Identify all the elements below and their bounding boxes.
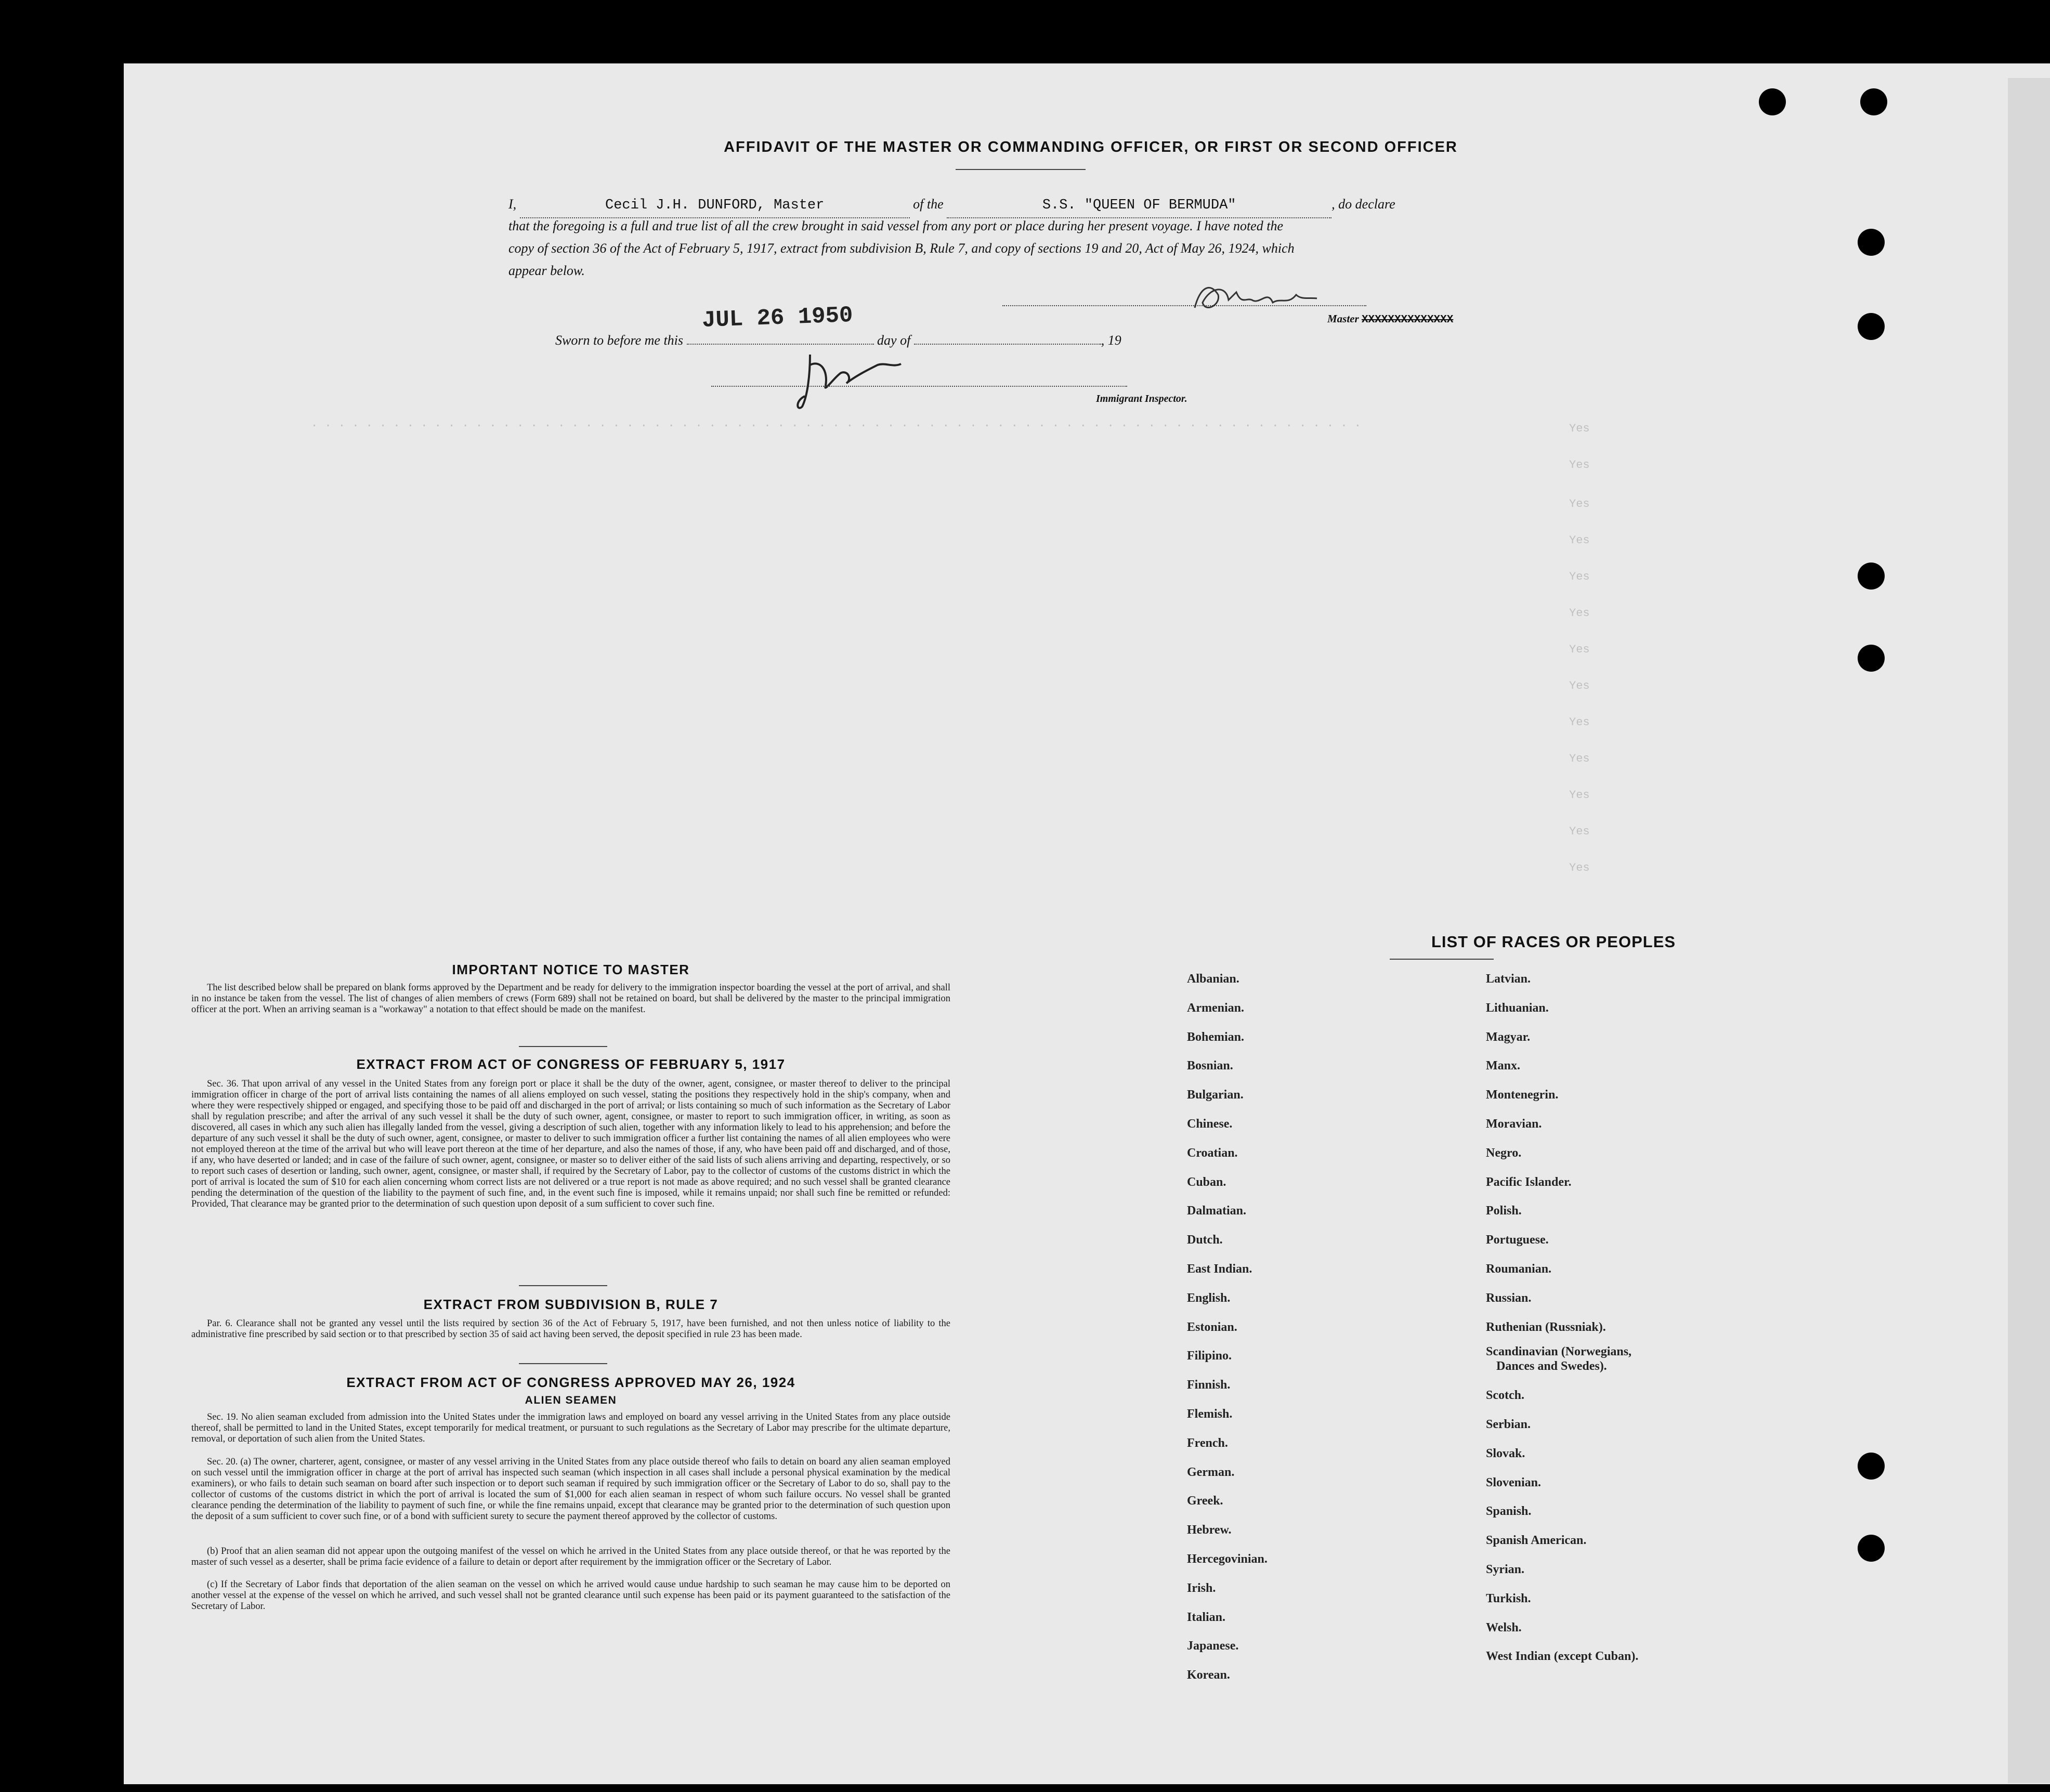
race-item: Greek. (1187, 1494, 1223, 1508)
race-item: Scotch. (1486, 1389, 1524, 1403)
race-item: Roumanian. (1486, 1262, 1552, 1276)
race-item: Polish. (1486, 1204, 1522, 1218)
race-item: Magyar. (1486, 1030, 1531, 1044)
race-item: Syrian. (1486, 1563, 1525, 1576)
race-item: Manx. (1486, 1059, 1520, 1073)
race-item: Russian. (1486, 1291, 1532, 1305)
extract-1917-text: Sec. 36. That upon arrival of any vessel in the United States from any foreign port or place it shall be the duty of the owner, agent, consignee, or master thereof to deliver to the principal immigration officer in charge of the port of arrival lists containing the names of all aliens employed on such vessel, stating the positions they respectively hold in the ship's company, when and where they were respectively shipped or engaged, and specifying those to be paid off and discharged in the port of arrival; or lists containing so much of such information as the Secretary of Labor shall by regulation prescribe; and after the arrival of any such vessel it shall be the duty of such owner, agent, consignee, or master to report to such immigration officer, in writing, as soon as discovered, all cases in which any such alien has illegally landed from the vessel, giving a description of such alien, together with any information likely to lead to his apprehension; and before the departure of any such vessel it shall be the duty of such owner, agent, consignee, or master to deliver to such immigration officer a further list containing the names of all alien employees who were not employed thereon at the time of the arrival but who will leave port thereon at the time of her departure, and also the names of those, if any, who have been paid off and discharged, and of those, if any, who have deserted or landed; and in case of the failure of such owner, agent, consignee, or master so to deliver either of the said lists of such aliens arriving and departing, respectively, or so to report such cases of desertion or landing, such owner, agent, consignee, or master shall, if required by the Secretary of Labor, pay to the collector of customs of the customs district in which the port of arrival is located the sum of $10 for each alien concerning whom correct lists are not delivered or a true report is not made as above required; and no such vessel shall be granted clearance pending the determination of the question of the liability to the payment of such fine, and, in the event such fine is imposed, while it remains unpaid; nor shall such fine be remitted or refunded: Provided, That clearance may be granted prior to the determination of such question upon deposit of a sum sufficient to cover such fine. (191, 1079, 950, 1209)
rule-7-title: EXTRACT FROM SUBDIVISION B, RULE 7 (423, 1297, 719, 1312)
sec-20b-text: (b) Proof that an alien seaman did not appear upon the outgoing manifest of the vessel on which he arrived in the United States from any place outside thereof, or that he was reported by the master of such vessel as a deserter, shall be prima facie evidence of a failure to detain or deport after requirement by the immigration officer or the Secretary of Labor. (191, 1546, 950, 1567)
race-item: Irish. (1187, 1581, 1216, 1595)
extract-1917-rule (519, 1285, 607, 1286)
sec-20a-text: Sec. 20. (a) The owner, charterer, agent, consignee, or master of any vessel arriving in the United States from any place outside thereof who fails to detain on board any alien seaman employed on such vessel until the immigration officer in charge at the port of arrival has inspected such seaman (which inspection in all cases shall include a personal physical examination by the medical examiners), or who fails to detain such seaman on board after such inspection or to deport such seaman if required by such immigration officer or the Secretary of Labor to do so, shall pay to the collector of customs of the customs district in which the port of arrival is located the sum of $1,000 for each alien seaman in respect of whom such failure occurs. No vessel shall be granted clearance pending the determination of the liability to payment of such fine, or while the fine remains unpaid, except that clearance may be granted prior to the determination of such question upon the deposit of a sum sufficient to cover such fine, or of a bond with sufficient surety to secure the payment thereof approved by the collector of customs. (191, 1457, 950, 1522)
do-declare-label: , do declare (1331, 197, 1395, 212)
title-rule (956, 169, 1086, 170)
race-item: Albanian. (1187, 972, 1239, 986)
race-item: Pacific Islander. (1486, 1175, 1572, 1189)
binder-hole (1860, 88, 1887, 115)
race-item: English. (1187, 1291, 1231, 1305)
notice-text: The list described below shall be prepared on blank forms approved by the Department and be ready for delivery to the immigration inspector boarding the vessel at the port of arrival, and shall in no instance be taken from the vessel. The list of changes of alien members of crews (Form 689) shall not be retained on board, but shall be delivered by the master to the principal immigration officer at the port. When an arriving seaman is a "workaway" a notation to that effect should be made on the manifest. (191, 983, 950, 1015)
race-item: East Indian. (1187, 1262, 1252, 1276)
master-title (1327, 307, 1453, 332)
alien-seamen-subtitle: ALIEN SEAMEN (525, 1394, 617, 1406)
race-item: Bulgarian. (1187, 1088, 1244, 1102)
race-item: Spanish. (1486, 1505, 1532, 1519)
sec-20c-text: (c) If the Secretary of Labor finds that deportation of the alien seaman on the vessel on which he arrived would cause undue hardship to such seaman he may cause him to be deported on another vessel at the expense of the vessel on which he arrived, and such vessel shall not be granted clearance until such expense has been paid or its payment guaranteed to the satisfaction of the Secretary of Labor. (191, 1579, 950, 1612)
race-item: Spanish American. (1486, 1534, 1587, 1548)
inspector-label: Immigrant Inspector. (1096, 393, 1187, 404)
race-item: Negro. (1486, 1146, 1522, 1160)
affidavit-line-2: that the foregoing is a full and true list of all the crew brought in said vessel from any port or place during her present voyage. I have noted the (508, 218, 1283, 233)
rule-7-text: Par. 6. Clearance shall not be granted any vessel until the lists required by section 36 of the Act of February 5, 1917, have been furnished, and not then unless notice of liability to the administrative fine prescribed by said section or to that prescribed by section 35 of said act having been served, the deposit specified in rule 23 has been made. (191, 1318, 950, 1340)
adjacent-page-edge (2008, 78, 2050, 1783)
race-item: French. (1187, 1436, 1228, 1450)
race-item: Japanese. (1187, 1639, 1239, 1653)
race-item: Dances and Swedes). (1496, 1359, 1607, 1374)
race-item: Turkish. (1486, 1591, 1531, 1605)
sec-19-text: Sec. 19. No alien seaman excluded from admission into the United States under the immigration laws and employed on board any vessel arriving in the United States from any place outside thereof, shall be permitted to land in the United States, except temporarily for medical treatment, or pursuant to such regulations as the Secretary of Labor may prescribe for the ultimate departure, removal, or deportation of such alien from the United States. (191, 1412, 950, 1444)
race-item: Dalmatian. (1187, 1204, 1246, 1218)
race-item: Armenian. (1187, 1001, 1244, 1015)
race-item: Dutch. (1187, 1233, 1223, 1247)
affidavit-line-4: appear below. (508, 263, 585, 278)
inspector-signature (789, 344, 904, 417)
race-item: Bohemian. (1187, 1030, 1245, 1044)
races-rule (1390, 959, 1494, 960)
race-item: Slovenian. (1486, 1475, 1542, 1489)
date-stamp: JUL 26 1950 (701, 302, 854, 334)
race-item: Estonian. (1187, 1320, 1237, 1334)
notice-rule (519, 1046, 607, 1047)
race-item: Flemish. (1187, 1407, 1233, 1421)
race-item: Slovak. (1486, 1446, 1525, 1460)
race-item: Ruthenian (Russniak). (1486, 1320, 1606, 1334)
race-item: Filipino. (1187, 1349, 1232, 1363)
master-name: Cecil J.H. DUNFORD, Master (605, 198, 825, 213)
races-title: LIST OF RACES OR PEOPLES (1431, 933, 1676, 951)
master-signature (1190, 277, 1320, 323)
binder-hole (1759, 88, 1786, 115)
race-item: Montenegrin. (1486, 1088, 1559, 1102)
affidavit-title: AFFIDAVIT OF THE MASTER OR COMMANDING OFFICER, OR FIRST OR SECOND OFFICER (724, 139, 1458, 155)
day-of-label: day of (877, 333, 911, 348)
race-item: Italian. (1187, 1610, 1226, 1624)
race-item: Moravian. (1486, 1117, 1542, 1131)
race-item: West Indian (except Cuban). (1486, 1650, 1639, 1664)
race-item: Hebrew. (1187, 1523, 1232, 1537)
sworn-label: Sworn to before me this (555, 333, 684, 348)
rule-7-rule (519, 1363, 607, 1364)
of-the-label: of the (913, 197, 944, 212)
race-item: Latvian. (1486, 972, 1531, 986)
binder-hole (1858, 645, 1885, 672)
vessel-name: S.S. "QUEEN OF BERMUDA" (1042, 198, 1236, 213)
i-label: I, (508, 197, 517, 212)
struck-title: XXXXXXXXXXXXXX (1361, 314, 1454, 326)
race-item: Serbian. (1486, 1418, 1531, 1431)
sworn-line (555, 329, 1283, 352)
binder-hole (1858, 313, 1885, 340)
notice-title: IMPORTANT NOTICE TO MASTER (452, 962, 690, 977)
race-item: Cuban. (1187, 1175, 1226, 1189)
race-item: Hercegovinian. (1187, 1552, 1268, 1566)
binder-hole (1858, 1453, 1885, 1480)
race-item: Croatian. (1187, 1146, 1238, 1160)
race-item: Welsh. (1486, 1620, 1522, 1634)
master-label: Master (1327, 312, 1359, 325)
year-label: , 19 (1101, 333, 1121, 348)
race-item: Finnish. (1187, 1378, 1231, 1392)
race-item: Chinese. (1187, 1117, 1233, 1131)
extract-1917-title: EXTRACT FROM ACT OF CONGRESS OF FEBRUARY 5, 1917 (356, 1056, 786, 1072)
form-page: . . . . . . . . . . . . . . . . . . . . . . . . . . . . . . . . . . . . . . . . . . . . . . . . . . . . . . . . . . . . . . . . . . . . . . . . . . . . . Yes Yes Yes Yes Yes Yes Yes Yes Yes Yes Yes Yes Yes AFFIDAVIT OF THE MASTER OR COMMANDING OFFICER, OR FIRST OR SECOND OFFICER I, Cecil J.H. DUNFORD, Master of the S.S. "QUEEN OF BERMUDA" , do declare that the foregoing is a full and true list of all the crew brought in said vessel from any port or place during her present voyage. I have noted the copy of section 36 of the Act of February 5, 1917, extract from subdivision B, Rule 7, and copy of sections 19 and 20, Act of May 26, 1924, which appear below. Master XXXXXXXXXXXXXX JUL 26 1950 Sworn to before me this day of , 19 Immigrant Inspector. IMPORTANT NOTICE TO MASTER The list described below shall be prepared on blank forms approved by the Department and be ready for delivery to the immigration inspector boarding the vessel at the port of arrival, and shall in no instance be taken from the vessel. The list of changes of alien members of crews (Form 689) shall not be retained on board, but shall be delivered by the master to the principal immigration officer at the port. When an arriving seaman is a "workaway" a notation to that effect should be made on the manifest. EXTRACT FROM ACT OF CONGRESS OF FEBRUARY 5, 1917 Sec. 36. That upon arrival of any vessel in the United States from any foreign port or place it shall be the duty of the owner, agent, consignee, or master thereof to deliver to the principal immigration officer in charge of the port of arrival lists containing the names of all aliens employed on such vessel, stating the positions they respectively hold in the ship's company, when and where they were respectively shipped or engaged, and specifying those to be paid off and discharged in the port of arrival; or lists containing so much of such information as the Secretary of Labor shall by regulation prescribe; and after the arrival of any such vessel it shall be the duty of such owner, agent, consignee, or master to report to such immigration officer, in writing, as soon as discovered, all cases in which any such alien has illegally landed from the vessel, giving a description of such alien, together with any information likely to lead to his apprehension; and before the departure of any such vessel it shall be the duty of such owner, agent, consignee, or master to deliver to such immigration officer a further list containing the names of all alien employees who were not employed thereon at the time of the arrival but who will leave port thereon at the time of her departure, and also the names of those, if any, who have been paid off and discharged, and of those, if any, who have deserted or landed; and in case of the failure of such owner, agent, consignee, or master so to deliver either of the said lists of such aliens arriving and departing, respectively, or so to report such cases of desertion or landing, such owner, agent, consignee, or master shall, if required by the Secretary of Labor, pay to the collector of customs of the customs district in which the port of arrival is located the sum of $10 for each alien concerning whom correct lists are not delivered or a true report is not made as above required; and no such vessel shall be granted clearance pending the determination of the question of the liability to the payment of such fine, and, in the event such fine is imposed, while it remains unpaid; nor shall such fine be remitted or refunded: Provided, That clearance may be granted prior to the determination of such question upon deposit of a sum sufficient to cover such fine. EXTRACT FROM SUBDIVISION B, RULE 7 Par. 6. Clearance shall not be granted any vessel until the lists required by section 36 of the Act of February 5, 1917, have been furnished, and not then unless notice of liability to the administrative fine prescribed by said section or to that prescribed by section 35 of said act having been served, the deposit specified in rule 23 has been made. EXTRACT FROM ACT OF CONGRESS APPROVED MAY 26, 1924 ALIEN SEAMEN Sec. 19. No alien seaman excluded from admission into the United States under the immigration laws and employed on board any vessel arriving in the United States from any place outside thereof, shall be permitted to land in the United States, except temporarily for medical treatment, or pursuant to such regulations as the Secretary of Labor may prescribe for the ultimate departure, removal, or deportation of such alien from the United States. Sec. 20. (a) The owner, charterer, agent, consignee, or master of any vessel arriving in the United States from any place outside thereof who fails to detain on board any alien seaman employed on such vessel until the immigration officer in charge at the port of arrival has inspected such seaman (which inspection in all cases shall include a personal physical examination by the medical examiners), or who fails to detain such seaman on board after such inspection or to deport such seaman if required by such immigration officer or the Secretary of Labor to do so, shall pay to the collector of customs of the customs district in which the port of arrival is located the sum of $1,000 for each alien seaman in respect of whom such failure occurs. No vessel shall be granted clearance pending the determination of the liability to payment of such fine, or while the fine remains unpaid, except that clearance may be granted prior to the determination of such question upon the deposit of a sum sufficient to cover such fine, or of a bond with sufficient surety to secure the payment thereof approved by the collector of customs. (b) Proof that an alien seaman did not appear upon the outgoing manifest of the vessel on which he arrived in the United States from any place outside thereof, or that he was reported by the master of such vessel as a deserter, shall be prima facie evidence of a failure to detain or deport after requirement by the immigration officer or the Secretary of Labor. (c) If the Secretary of Labor finds that deportation of the alien seaman on the vessel on which he arrived would cause undue hardship to such seaman he may cause him to be deported on another vessel at the expense of the vessel on which he arrived, and such vessel shall not be granted clearance until such expense has been paid or its payment guaranteed to the satisfaction of the Secretary of Labor. LIST OF RACES OR PEOPLES Albanian. Armenian. Bohemian. Bosnian. Bulgarian. Chinese. Croatian. Cuban. Dalmatian. Dutch. East Indian. English. Estonian. Filipino. Finnish. Flemish. French. German. Greek. Hebrew. Hercegovinian. Irish. Italian. Japanese. Korean. Latvian. Lithuanian. Magyar. Manx. Montenegrin. Moravian. Negro. Pacific Islander. Polish. Portuguese. Roumanian. Russian. Ruthenian (Russniak). Scandinavian (Norwegians, Dances and Swedes). Scotch. Serbian. Slovak. Slovenian. Spanish. Spanish American. Syrian. Turkish. Welsh. West Indian (except Cuban). (124, 63, 2050, 1784)
race-item: Korean. (1187, 1668, 1230, 1682)
race-item: Scandinavian (Norwegians, (1486, 1345, 1632, 1359)
affidavit-line-3: copy of section 36 of the Act of February 5, 1917, extract from subdivision B, Rule 7, and copy of sections 19 and 20, Act of May 26, 1924, which (508, 241, 1295, 256)
binder-hole (1858, 1535, 1885, 1562)
race-item: Portuguese. (1486, 1233, 1549, 1247)
binder-hole (1858, 229, 1885, 256)
race-item: German. (1187, 1465, 1235, 1479)
extract-1924-title: EXTRACT FROM ACT OF CONGRESS APPROVED MAY 26, 1924 (346, 1375, 795, 1390)
race-item: Lithuanian. (1486, 1001, 1549, 1015)
race-item: Bosnian. (1187, 1059, 1233, 1073)
binder-hole (1858, 563, 1885, 590)
inspector-signature-line (711, 386, 1127, 387)
